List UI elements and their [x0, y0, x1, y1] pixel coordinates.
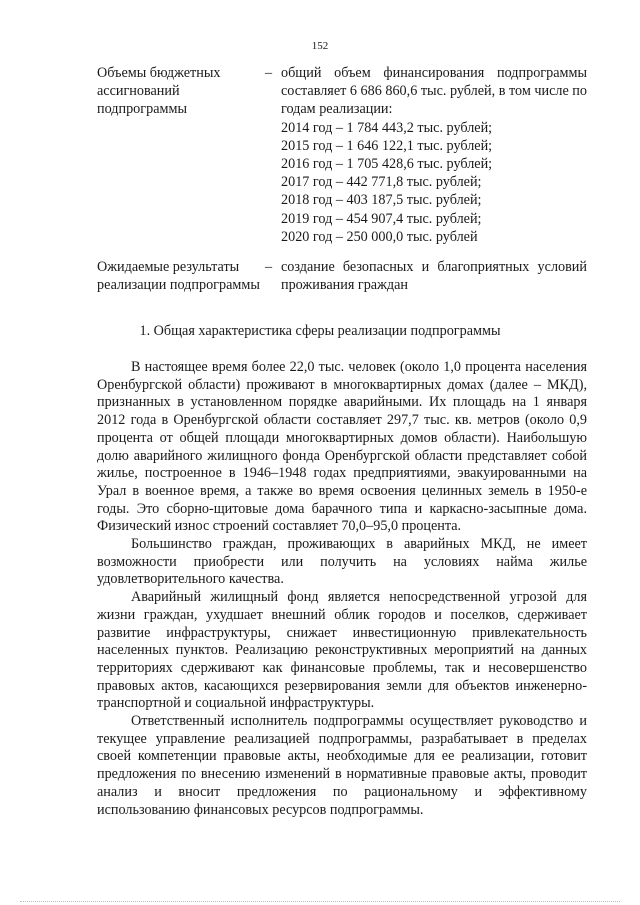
funding-value — [281, 64, 587, 246]
paragraph: Большинство граждан, проживающих в аварийных МКД, не имеет возможности приобрести или получить на условиях найма жилье удовлетворительного качества. — [97, 536, 587, 588]
funding-label: Объемы бюджетных ассигнований подпрограммы — [97, 65, 221, 118]
funding-intro: общий объем финансирования подпрограммы составляет 6 686 860,6 тыс. рублей, в том числе по годам реализации: — [281, 65, 587, 118]
scan-edge-artifact — [20, 901, 620, 905]
section-heading: 1. Общая характеристика сферы реализации подпрограммы — [139, 323, 501, 339]
funding-year-2014: 2014 год – 1 784 443,2 тыс. рублей; — [281, 119, 493, 136]
funding-year-2015: 2015 год – 1 646 122,1 тыс. рублей; — [281, 137, 493, 154]
funding-dash: – — [265, 65, 273, 81]
funding-year-2016: 2016 год – 1 705 428,6 тыс. рублей; — [281, 156, 493, 173]
results-label: Ожидаемые результаты реализации подпрограммы — [97, 259, 260, 294]
page-number: 152 — [311, 40, 329, 52]
funding-row — [97, 64, 587, 246]
paragraph: В настоящее время более 22,0 тыс. человек (около 1,0 процента населения Оренбургской области) проживают в многоквартирных домах (далее – МКД), признанных в установленном порядке аварийными. Их площадь на 1 января 2012 года в Оренбургской области составляет 297,7 тыс. кв. метров (около 0,9 процента от общей площади многоквартирных домов области). Наибольшую долю аварийного жилищного фонда Оренбургской области представляет собой жилье, построенное в 1946–1948 годах предприятиями, эвакуированными на Урал в военное время, а также во время освоения целинных земель в 1950-е годы. Это сборно-щитовые дома барачного типа и каркасно-засыпные дома. Физический износ строений составляет 70,0–95,0 процента. — [97, 359, 587, 535]
funding-year-2020: 2020 год – 250 000,0 тыс. рублей — [281, 228, 478, 245]
paragraph: Аварийный жилищный фонд является непосредственной угрозой для жизни граждан, ухудшает внешний облик городов и поселков, сдерживает развитие инфраструктуры, снижает инвестиционную привлекательность населенных пунктов. Реализацию реконструктивных мероприятий на данных территориях сдерживают как финансовые проблемы, так и несовершенство правовых актов, касающихся резервирования земли для объектов инженерно-транспортной и социальной инфраструктуры. — [97, 589, 587, 712]
results-row — [97, 258, 587, 294]
results-dash: – — [265, 259, 273, 275]
body-text — [97, 359, 587, 819]
funding-year-2018: 2018 год – 403 187,5 тыс. рублей; — [281, 192, 482, 209]
paragraph: Ответственный исполнитель подпрограммы осуществляет руководство и текущее управление реализацией подпрограммы, разрабатывает в пределах своей компетенции правовые акты, необходимые для ее реализации, готовит предложения по внесению изменений в нормативные правовые акты, проводит анализ и вносит предложения по рациональному и эффективному использованию финансовых ресурсов подпрограммы. — [97, 713, 587, 818]
funding-year-2017: 2017 год – 442 771,8 тыс. рублей; — [281, 174, 482, 191]
results-value: создание безопасных и благоприятных условий проживания граждан — [281, 259, 587, 294]
funding-year-2019: 2019 год – 454 907,4 тыс. рублей; — [281, 210, 482, 227]
